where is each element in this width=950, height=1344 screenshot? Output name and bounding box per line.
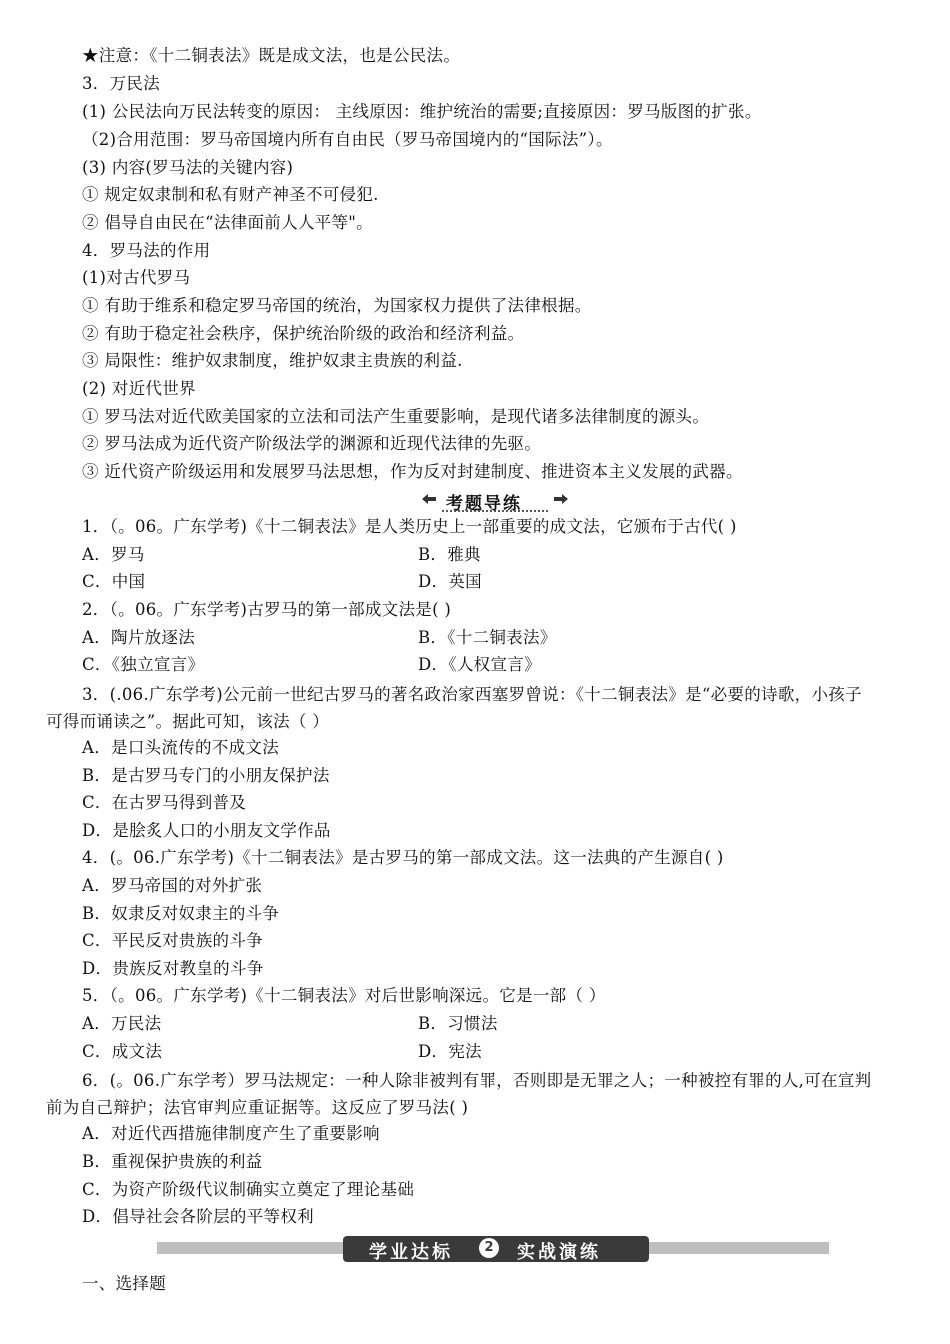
banner-left-ornament (420, 492, 438, 506)
question-stem: 2．（。06。广东学考)古罗马的第一部成文法是( ) (82, 600, 452, 619)
answer-option: B．雅典 (418, 545, 481, 564)
answer-option: D．是脍炙人口的小朋友文学作品 (82, 821, 331, 840)
note-line: ★注意：《十二铜表法》既是成文法，也是公民法。 (82, 46, 461, 65)
note-line: ② 罗马法成为近代资产阶级法学的渊源和近现代法律的先驱。 (82, 434, 542, 453)
note-line: (1) 公民法向万民法转变的原因： 主线原因：维护统治的需要;直接原因：罗马版图的扩张。 (82, 102, 762, 121)
note-line: ① 有助于维系和稳定罗马帝国的统治，为国家权力提供了法律根据。 (82, 296, 592, 315)
divider-left-label: 学业达标 (369, 1242, 453, 1263)
question-stem: 6．(。06.广东学考）罗马法规定：一种人除非被判有罪，否则即是无罪之人；一种被控有罪的人,可在宣判前为自己辩护；法官审判应重证据等。这反应了罗马法( ) (46, 1071, 872, 1117)
answer-option: B．习惯法 (418, 1014, 498, 1033)
banner-dotted-rule (442, 510, 548, 512)
answer-option: C．《独立宣言》 (82, 655, 205, 674)
divider-number-badge: 2 (479, 1238, 499, 1258)
answer-option: A．陶片放逐法 (82, 628, 196, 647)
answer-option: C．成文法 (82, 1042, 163, 1061)
divider-right-label: 实战演练 (517, 1242, 601, 1263)
answer-option: C．为资产阶级代议制确实立奠定了理论基础 (82, 1180, 415, 1199)
answer-option: D．倡导社会各阶层的平等权利 (82, 1207, 314, 1226)
section-banner-title: 考题导练 (446, 494, 522, 514)
note-line: （2)合用范围：罗马帝国境内所有自由民（罗马帝国境内的“国际法”）。 (82, 130, 613, 149)
note-line: ② 有助于稳定社会秩序，保护统治阶级的政治和经济利益。 (82, 324, 525, 343)
section-divider-bar (157, 1236, 829, 1263)
answer-option: D．宪法 (418, 1042, 482, 1061)
section-heading: 一、选择题 (82, 1274, 166, 1293)
note-line: ② 倡导自由民在“法律面前人人平等"。 (82, 213, 373, 232)
note-line: (3) 内容(罗马法的关键内容) (82, 158, 294, 177)
answer-option: A．是口头流传的不成文法 (82, 738, 280, 757)
answer-option: B．奴隶反对奴隶主的斗争 (82, 904, 280, 923)
answer-option: B．是古罗马专门的小朋友保护法 (82, 766, 330, 785)
answer-option: A．对近代西措施律制度产生了重要影响 (82, 1124, 380, 1143)
answer-option: A．罗马 (82, 545, 145, 564)
question-stem: 4．(。06.广东学考)《十二铜表法》是古罗马的第一部成文法。这一法典的产生源自( ) (82, 848, 724, 867)
note-line: ③ 近代资产阶级运用和发展罗马法思想，作为反对封建制度、推进资本主义发展的武器。 (82, 462, 743, 481)
note-line: ③ 局限性：维护奴隶制度，维护奴隶主贵族的利益. (82, 351, 463, 370)
answer-option: C．平民反对贵族的斗争 (82, 931, 263, 950)
note-line: 4．罗马法的作用 (82, 241, 211, 260)
answer-option: B．重视保护贵族的利益 (82, 1152, 263, 1171)
note-line: ① 罗马法对近代欧美国家的立法和司法产生重要影响，是现代诸多法律制度的源头。 (82, 407, 710, 426)
answer-option: D．《人权宣言》 (418, 655, 541, 674)
answer-option: A．罗马帝国的对外扩张 (82, 876, 263, 895)
question-stem: 1．（。06。广东学考)《十二铜表法》是人类历史上一部重要的成文法，它颁布于古代( ) (82, 517, 737, 536)
answer-option: A．万民法 (82, 1014, 162, 1033)
note-line: (1)对古代罗马 (82, 268, 191, 287)
answer-option: C．在古罗马得到普及 (82, 793, 247, 812)
note-line: 3．万民法 (82, 74, 160, 93)
answer-option: C．中国 (82, 572, 146, 591)
answer-option: B．《十二铜表法》 (418, 628, 557, 647)
note-line: ① 规定奴隶制和私有财产神圣不可侵犯. (82, 185, 379, 204)
note-line: (2) 对近代世界 (82, 379, 196, 398)
question-stem: 3．(.06.广东学考)公元前一世纪古罗马的著名政治家西塞罗曾说：《十二铜表法》是“必要的诗歌，小孩子可得而诵读之”。据此可知，该法（ ） (46, 685, 862, 731)
answer-option: D．英国 (418, 572, 482, 591)
question-stem: 5．（。06。广东学考)《十二铜表法》对后世影响深远。它是一部（ ） (82, 986, 606, 1005)
section-banner (420, 488, 570, 514)
banner-right-ornament (552, 492, 570, 506)
answer-option: D．贵族反对教皇的斗争 (82, 959, 264, 978)
